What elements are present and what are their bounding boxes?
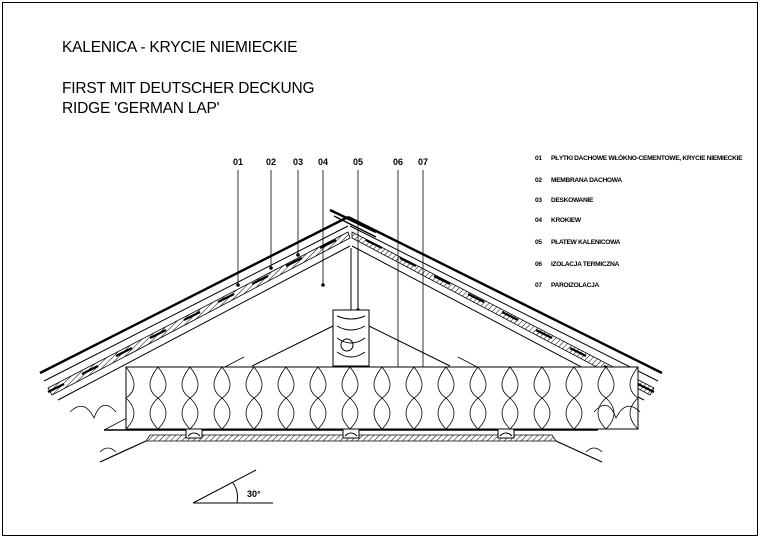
title-english: RIDGE 'GERMAN LAP' [62, 100, 220, 117]
legend-number: 06 [535, 261, 542, 268]
pitch-angle-marker [193, 470, 273, 503]
ridge-purlin [252, 248, 450, 366]
legend-text: KROKIEW [551, 217, 581, 224]
callout-01: 01 [232, 157, 244, 167]
legend-number: 03 [535, 197, 542, 204]
legend-text: PAROIZOLACJA [551, 282, 599, 289]
title-polish: KALENICA - KRYCIE NIEMIECKIE [62, 39, 298, 56]
pitch-angle-label: 30° [247, 489, 261, 499]
legend-number: 05 [535, 239, 542, 246]
title-german: FIRST MIT DEUTSCHER DECKUNG [62, 80, 315, 97]
callout-06: 06 [392, 157, 404, 167]
callout-02: 02 [265, 157, 277, 167]
callout-04: 04 [317, 157, 329, 167]
callout-03: 03 [292, 157, 304, 167]
legend-text: PŁATEW KALENICOWA [551, 239, 621, 246]
legend-number: 07 [535, 282, 542, 289]
legend-number: 04 [535, 217, 542, 224]
legend-number: 02 [535, 177, 542, 184]
callout-05: 05 [352, 157, 364, 167]
insulation-band [126, 367, 638, 429]
legend-text: IZOLACJA TERMICZNA [551, 261, 619, 268]
legend-number: 01 [535, 155, 542, 162]
callout-07: 07 [417, 157, 429, 167]
legend-text: PŁYTKI DACHOWE WŁÓKNO-CEMENTOWE, KRYCIE NIEMIECKIE [551, 155, 743, 162]
legend-text: MEMBRANA DACHOWA [551, 177, 622, 184]
callout-labels [233, 157, 428, 167]
legend-text: DESKOWANIE [551, 197, 594, 204]
